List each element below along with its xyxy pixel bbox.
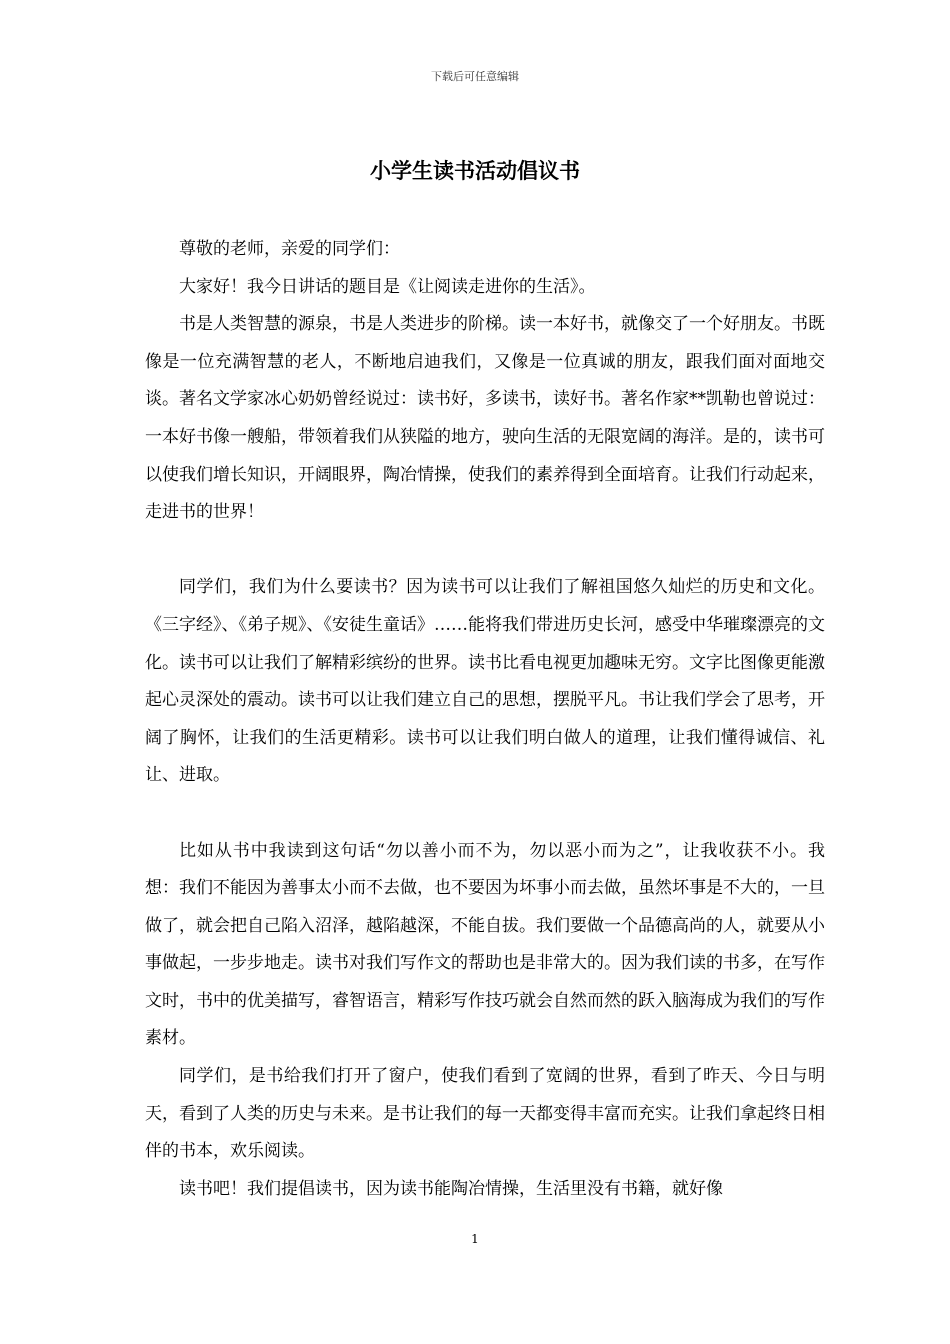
document-body bbox=[145, 231, 825, 1208]
paragraph-greeting: 大家好！我今日讲话的题目是《让阅读走进你的生活》。 bbox=[179, 276, 596, 297]
paragraph-spacer bbox=[145, 532, 825, 570]
paragraph-why-read: 同学们，我们为什么要读书？因为读书可以让我们了解祖国悠久灿烂的历史和文化。《三字经》、《弟子规》、《安徒生童话》……能将我们带进历史长河，感受中华璀璨漂亮的文化。读书可以让我们了解精彩缤纷的世界。读书比看电视更加趣味无穷。文字比图像更能激起心灵深处的震动。读书可以让我们建立自己的思想，摆脱平凡。书让我们学会了思考，开阔了胸怀，让我们的生活更精彩。读书可以让我们明白做人的道理，让我们懂得诚信、礼让、进取。 bbox=[145, 577, 825, 786]
salutation: 尊敬的老师，亲爱的同学们： bbox=[179, 239, 400, 259]
paragraph-spacer bbox=[145, 795, 825, 833]
document-title: 小学生读书活动倡议书 bbox=[370, 158, 580, 183]
paragraph-example: 比如从书中我读到这句话“勿以善小而不为，勿以恶小而为之”，让我收获不小。我想：我们不能因为善事太小而不去做，也不要因为坏事小而去做，虽然坏事是不大的，一旦做了，就会把自己陷入沼泽，越陷越深，不能自拔。我们要做一个品德高尚的人，就要从小事做起，一步步地走。读书对我们写作文的帮助也是非常大的。因为我们读的书多，在写作文时，书中的优美描写，睿智语言，精彩写作技巧就会自然而然的跃入脑海成为我们的写作素材。 bbox=[145, 840, 825, 1049]
page-number: 1 bbox=[471, 1232, 479, 1246]
paragraph-call-to-read: 读书吧！我们提倡读书，因为读书能陶冶情操，生活里没有书籍，就好像 bbox=[179, 1178, 723, 1199]
paragraph-book-wisdom: 书是人类智慧的源泉，书是人类进步的阶梯。读一本好书，就像交了一个好朋友。书既像是一位充满智慧的老人，不断地启迪我们，又像是一位真诚的朋友，跟我们面对面地交谈。著名文学家冰心奶奶曾经说过：读书好，多读书，读好书。著名作家**凯勒也曾说过：一本好书像一艘船，带领着我们从狭隘的地方，驶向生活的无限宽阔的海洋。是的，读书可以使我们增长知识，开阔眼界，陶冶情操，使我们的素养得到全面培育。让我们行动起来，走进书的世界！ bbox=[145, 314, 825, 523]
page-header-note: 下载后可任意编辑 bbox=[431, 70, 519, 83]
paragraph-window: 同学们，是书给我们打开了窗户，使我们看到了宽阔的世界，看到了昨天、今日与明天，看到了人类的历史与未来。是书让我们的每一天都变得丰富而充实。让我们拿起终日相伴的书本，欢乐阅读。 bbox=[145, 1066, 825, 1162]
